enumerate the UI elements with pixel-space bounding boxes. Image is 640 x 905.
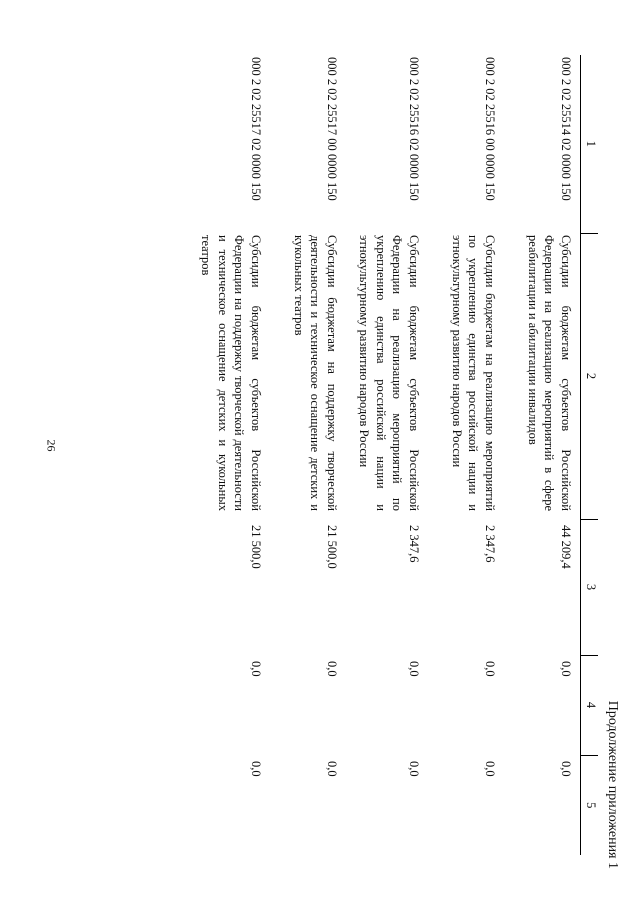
rotated-page-area — [100, 35, 620, 875]
table-row — [504, 55, 581, 855]
item-name: Субсидии бюджетам субъектов Российской Федерации на реализацию мероприятий по укреплению единства российской нации и этнокультурному развитию народов России — [357, 235, 421, 511]
value-col5: 0,0 — [483, 761, 497, 777]
column-header-2: 2 — [581, 233, 599, 519]
item-name: Субсидии бюджетам на поддержку творческой деятельности и техническое оснащение детских и кукольных театров — [292, 235, 339, 511]
budget-code: 000 2 02 25517 02 0000 150 — [249, 57, 263, 201]
value-col3: 21 500,0 — [325, 525, 339, 569]
budget-code: 000 2 02 25516 02 0000 150 — [407, 57, 421, 201]
value-col4: 0,0 — [483, 661, 497, 677]
document-content — [100, 35, 620, 875]
budget-code: 000 2 02 25517 00 0000 150 — [325, 57, 339, 201]
column-header-4: 4 — [581, 655, 599, 755]
budget-code: 000 2 02 25516 00 0000 150 — [483, 57, 497, 201]
value-col3: 44 209,4 — [559, 525, 573, 569]
value-col3: 21 500,0 — [249, 525, 263, 569]
value-col5: 0,0 — [559, 761, 573, 777]
item-name: Субсидии бюджетам на реализацию мероприятий по укреплению единства российской нации и этнокультурному развитию народов России — [450, 235, 497, 511]
table-row — [270, 55, 346, 855]
table-header-row — [581, 55, 599, 855]
table-row — [188, 55, 270, 855]
value-col4: 0,0 — [407, 661, 421, 677]
value-col3: 2 347,6 — [483, 525, 497, 563]
value-col4: 0,0 — [325, 661, 339, 677]
page-number: 26 — [44, 439, 59, 452]
table-row — [428, 55, 504, 855]
continuation-label: Продолжение приложения 1 — [605, 700, 620, 869]
value-col4: 0,0 — [249, 661, 263, 677]
item-name: Субсидии бюджетам субъектов Российской Федерации на поддержку творческой деятельности и техническое оснащение детских и кукольных театров — [199, 235, 263, 511]
column-header-5: 5 — [581, 755, 599, 855]
value-col5: 0,0 — [325, 761, 339, 777]
column-header-1: 1 — [581, 55, 599, 233]
table-row — [346, 55, 428, 855]
column-header-3: 3 — [581, 519, 599, 655]
budget-code: 000 2 02 25514 02 0000 150 — [559, 57, 573, 201]
item-name: Субсидии бюджетам субъектов Российской Федерации на реализацию мероприятий в сфере реабилитации и абилитации инвалидов — [526, 235, 573, 511]
value-col5: 0,0 — [407, 761, 421, 777]
budget-table — [188, 55, 598, 855]
value-col4: 0,0 — [559, 661, 573, 677]
value-col3: 2 347,6 — [407, 525, 421, 563]
value-col5: 0,0 — [249, 761, 263, 777]
